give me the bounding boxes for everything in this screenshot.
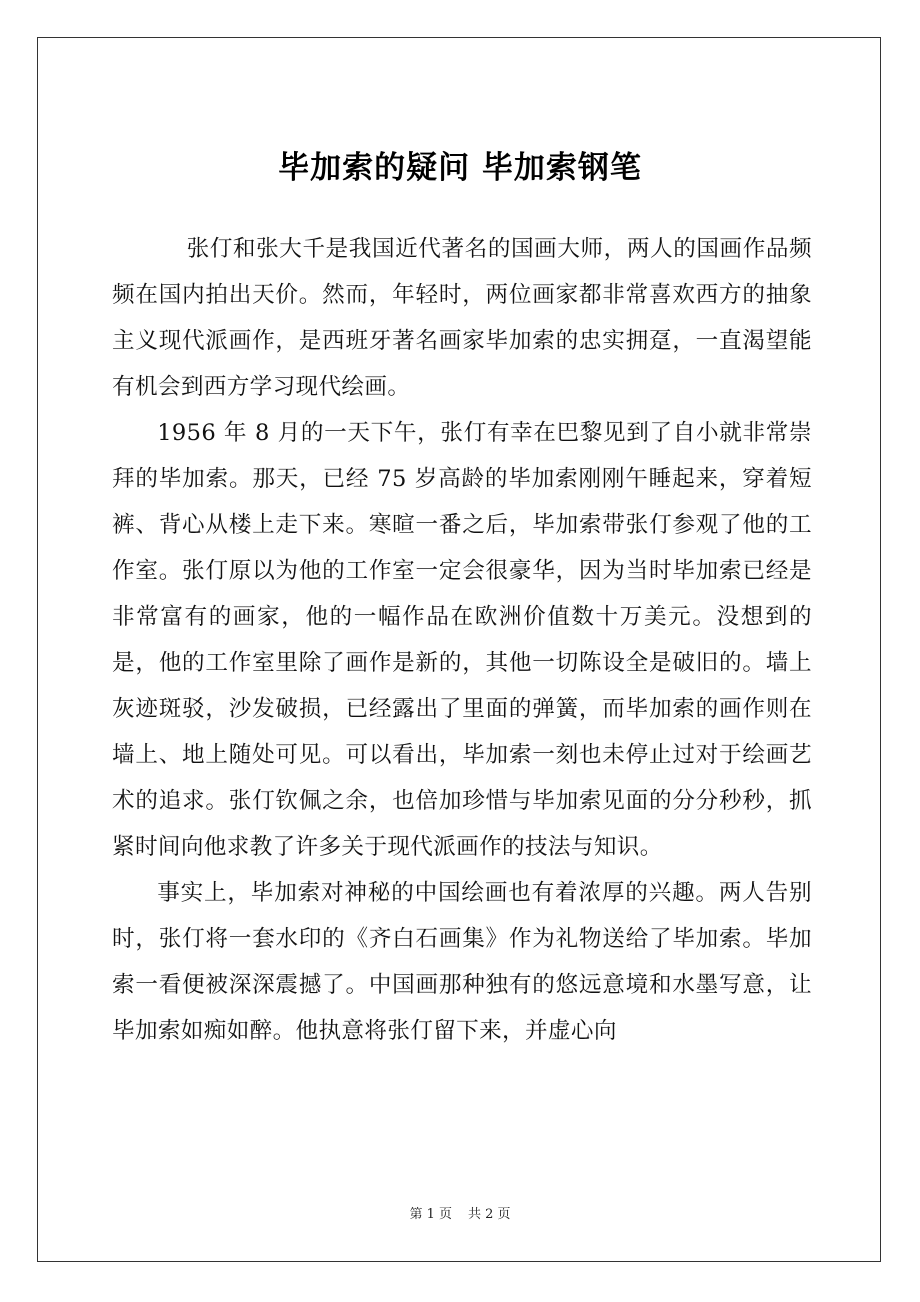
paragraph-1: 张仃和张大千是我国近代著名的国画大师，两人的国画作品频频在国内拍出天价。然而，年轻时，两位画家都非常喜欢西方的抽象主义现代派画作，是西班牙著名画家毕加索的忠实拥趸，一直渴望能有机会到西方学习现代绘画。 <box>112 236 812 400</box>
page-total: 共 2 页 <box>468 1207 511 1222</box>
page-footer <box>0 1205 920 1225</box>
page-number: 第 1 页 <box>409 1207 452 1222</box>
document-body <box>112 226 812 1054</box>
paragraph-3: 事实上，毕加索对神秘的中国绘画也有着浓厚的兴趣。两人告别时，张仃将一套水印的《齐白石画集》作为礼物送给了毕加索。毕加索一看便被深深震撼了。中国画那种独有的悠远意境和水墨写意，让毕加索如痴如醉。他执意将张仃留下来，并虚心向 <box>112 880 812 1044</box>
paragraph-2: 1956 年 8 月的一天下午，张仃有幸在巴黎见到了自小就非常崇拜的毕加索。那天，已经 75 岁高龄的毕加索刚刚午睡起来，穿着短裤、背心从楼上走下来。寒暄一番之后，毕加索带张仃参观了他的工作室。张仃原以为他的工作室一定会很豪华，因为当时毕加索已经是非常富有的画家，他的一幅作品在欧洲价值数十万美元。没想到的是，他的工作室里除了画作是新的，其他一切陈设全是破旧的。墙上灰迹斑驳，沙发破损，已经露出了里面的弹簧，而毕加索的画作则在墙上、地上随处可见。可以看出，毕加索一刻也未停止过对于绘画艺术的追求。张仃钦佩之余，也倍加珍惜与毕加索见面的分分秒秒，抓紧时间向他求教了许多关于现代派画作的技法与知识。 <box>112 420 812 860</box>
document-title: 毕加索的疑问 毕加索钢笔 <box>278 150 642 186</box>
